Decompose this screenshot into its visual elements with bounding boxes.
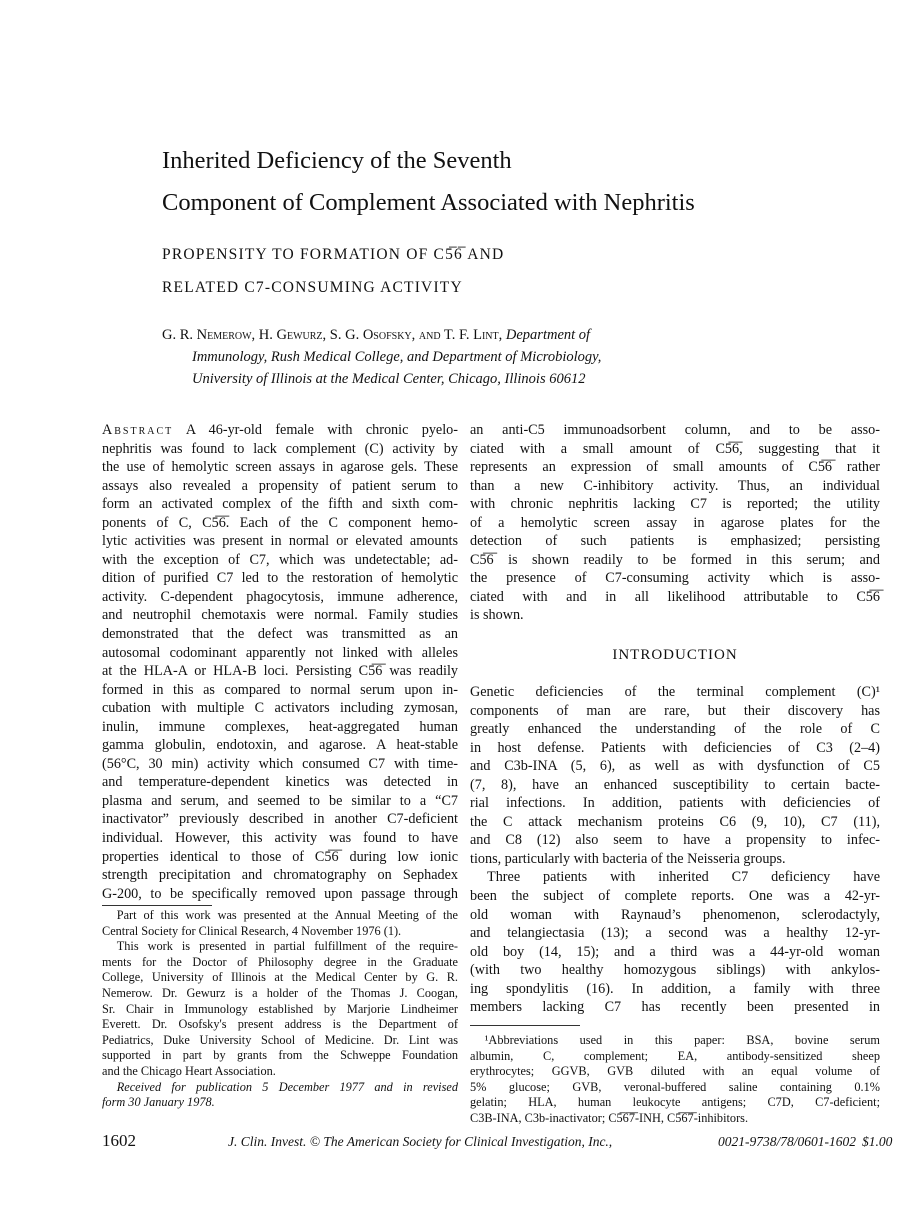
- text-line: tions, particularly with bacteria of the Neisseria groups.: [470, 850, 786, 867]
- journal-citation: J. Clin. Invest. © The American Society for Clinical Investigation, Inc.,: [228, 1134, 613, 1149]
- footnote-abbreviations: [470, 1033, 880, 1127]
- text-line: gamma globulin, endotoxin, and agarose. A heat-stable: [102, 737, 458, 754]
- text-line: and telangiectasia (13); a second was a healthy 12-yr-: [470, 925, 880, 942]
- text-line: plasma and serum, and seemed to be similar to a “C7: [102, 792, 458, 809]
- text-line: albumin, C, complement; EA, antibody-sensitized sheep: [470, 1048, 880, 1063]
- price: $1.00: [862, 1134, 893, 1149]
- text-line: autosomal codominant apparently not linked with alleles: [102, 644, 458, 661]
- text-line: the use of hemolytic screen assays in agarose gels. These: [102, 459, 458, 476]
- text-line: detection of such patients is emphasized; persisting: [470, 533, 880, 550]
- text-line: and C3b-INA (5, 6), as well as with dysfunction of C5: [470, 758, 880, 775]
- subtitle-line-2: RELATED C7-CONSUMING ACTIVITY: [162, 279, 463, 296]
- text-line: the presence of C7-consuming activity which is asso-: [470, 570, 880, 587]
- text-line: and the Chicago Heart Association.: [102, 1063, 276, 1078]
- text-line: individual. However, this activity was found to have: [102, 830, 458, 847]
- text-line: Nemerow. Dr. Gewurz is a holder of the Thomas J. Coogan,: [102, 985, 458, 1000]
- text-line: C3B-INA, C3b-inactivator; C5̅6̅7̅-INH, C5̅6̅7̅-inhibitors.: [470, 1110, 749, 1125]
- text-line: ing spondylitis (16). In addition, a family with three: [470, 980, 880, 997]
- text-line: been the subject of complete reports. One was a 42-yr-: [470, 888, 880, 905]
- text-line: erythrocytes; GGVB, GVB diluted with an equal volume of: [470, 1064, 880, 1079]
- text-line: with chronic nephritis lacking C7 is reported; the utility: [470, 496, 880, 513]
- affiliation-line-2: Immunology, Rush Medical College, and Department of Microbiology,: [192, 349, 602, 365]
- text-line: ciated with and in all likelihood attributable to C5̅6̅: [470, 588, 880, 605]
- text-line: (56°C, 30 min) activity which consumed C7 with time-: [102, 755, 458, 772]
- text-line: rial infections. In addition, patients with deficiencies of: [470, 795, 880, 812]
- text-line: activity. C-dependent phagocytosis, immune adherence,: [102, 588, 458, 605]
- abstract-right: [470, 421, 880, 625]
- text-line: Everett. Dr. Osofsky's present address is the Department of: [102, 1017, 458, 1032]
- text-line: strength precipitation and chromatography on Sephadex: [102, 867, 458, 884]
- text-line: components of man are rare, but their discovery has: [470, 702, 880, 719]
- text-line: gelatin; HLA, human leukocyte antigens; C7D, C7-deficient;: [470, 1095, 880, 1110]
- text-line: 5% glucose; GVB, veronal-buffered saline containing 0.1%: [470, 1079, 880, 1094]
- text-line: inulin, immune complexes, heat-aggregated human: [102, 718, 458, 735]
- text-line: old woman with Raynaud’s phenomenon, sclerodactyly,: [470, 906, 880, 923]
- text-line: of a hemolytic screen assay in agarose plates for the: [470, 514, 880, 531]
- text-line: Pediatrics, Duke University School of Medicine. Dr. Lint was: [102, 1032, 458, 1047]
- text-line: demonstrated that the defect was transmitted as an: [102, 626, 458, 643]
- text-line: Sr. Chair in Immunology established by Marjorie Lindheimer: [102, 1001, 458, 1016]
- text-line: inactivator” previously described in another C7-deficient: [102, 811, 458, 828]
- text-line: formed in this as compared to normal serum upon in-: [102, 681, 458, 698]
- text-line: old boy (14, 15); and a third was a 44-yr-old woman: [470, 943, 880, 960]
- text-line: (7, 8), have an enhanced susceptibility to certain bacte-: [470, 776, 880, 793]
- author-names: G. R. Nemerow, H. Gewurz, S. G. Osofsky, and T. F. Lint,: [162, 327, 503, 343]
- text-line: Part of this work was presented at the Annual Meeting of the: [116, 908, 458, 922]
- text-line: This work is presented in partial fulfillment of the require-: [116, 939, 458, 954]
- text-line: represents an expression of small amounts of C5̅6̅ rather: [470, 459, 880, 476]
- text-line: properties identical to those of C5̅6̅ during low ionic: [102, 848, 458, 865]
- text-line: ciated with a small amount of C5̅6̅, suggesting that it: [470, 440, 880, 457]
- article-code: 0021-9738/78/0601-1602: [718, 1134, 856, 1149]
- text-line: cubation with multiple C activators including zymosan,: [102, 700, 458, 717]
- text-line: dition of purified C7 led to the restoration of hemolytic: [102, 570, 458, 587]
- text-line: than a new C-inhibitory activity. Thus, an individual: [470, 477, 880, 494]
- text-line: with the exception of C7, which was undetectable; ad-: [102, 551, 458, 568]
- text-line: G-200, to be specifically removed upon passage through: [102, 885, 458, 902]
- text-line: at the HLA-A or HLA-B loci. Persisting C5̅6̅ was readily: [102, 663, 458, 680]
- introduction-heading: INTRODUCTION: [612, 647, 738, 663]
- text-line: Central Society for Clinical Research, 4 November 1976 (1).: [102, 923, 402, 938]
- text-line: lytic activities was present in normal or elevated amounts: [102, 533, 458, 550]
- page-number: 1602: [102, 1131, 136, 1150]
- text-line: College, University of Illinois at the Medical Center by G. R.: [102, 970, 458, 985]
- text-line: nephritis was found to lack complement (C) activity by: [102, 440, 458, 457]
- title-line-2: Component of Complement Associated with Nephritis: [162, 189, 695, 216]
- affiliation-line-3: University of Illinois at the Medical Center, Chicago, Illinois 60612: [192, 371, 586, 387]
- abstract-left: [102, 421, 458, 903]
- text-line: Received for publication 5 December 1977 and in revised: [116, 1079, 458, 1094]
- abstract-text: A 46-yr-old female with chronic pyelo-: [185, 422, 458, 438]
- title-line-1: Inherited Deficiency of the Seventh: [162, 147, 512, 174]
- footnotes-left: [102, 908, 458, 1111]
- introduction-body: [470, 683, 880, 1017]
- text-line: ponents of C, C5̅6̅. Each of the C component hemo-: [102, 514, 458, 531]
- text-line: form an activated complex of the fifth and sixth com-: [102, 496, 458, 513]
- text-line: (with two healthy homozygous siblings) with ankylos-: [470, 962, 880, 979]
- abstract-first-line: [102, 421, 458, 440]
- abstract-label: Abstract: [102, 422, 174, 438]
- text-line: in host defense. Patients with deficiencies of C3 (2–4): [470, 739, 880, 756]
- text-line: ments for the Doctor of Philosophy degree in the Graduate: [102, 954, 458, 969]
- text-line: supported in part by grants from the Schweppe Foundation: [102, 1048, 458, 1063]
- text-line: and temperature-dependent kinetics was detected in: [102, 774, 458, 791]
- footnote-rule-right: [470, 1025, 580, 1026]
- text-line: the C attack mechanism proteins C6 (9, 10), C7 (11),: [470, 813, 880, 830]
- affiliation-start: Department of: [505, 327, 591, 343]
- text-line: greatly enhanced the understanding of the role of C: [470, 721, 880, 738]
- subtitle-line-1: PROPENSITY TO FORMATION OF C5̅6̅ AND: [162, 246, 505, 263]
- text-line: form 30 January 1978.: [102, 1095, 215, 1110]
- authors: [162, 327, 590, 344]
- text-line: and C8 (12) also seem to have a propensity to infec-: [470, 832, 880, 849]
- footnote-rule-left: [102, 905, 212, 906]
- text-line: ¹Abbreviations used in this paper: BSA, bovine serum: [484, 1033, 880, 1047]
- text-line: C5̅6̅ is shown readily to be formed in this serum; and: [470, 551, 880, 568]
- text-line: is shown.: [470, 607, 524, 624]
- text-line: and neutrophil chemotaxis were normal. Family studies: [102, 607, 458, 624]
- text-line: an anti-C5 immunoadsorbent column, and to be asso-: [470, 422, 880, 438]
- text-line: members lacking C7 has recently been presented in: [470, 999, 880, 1016]
- text-line: Genetic deficiencies of the terminal complement (C)¹: [470, 684, 880, 700]
- text-line: Three patients with inherited C7 deficiency have: [487, 869, 880, 886]
- text-line: assays also revealed a propensity of patient serum to: [102, 477, 458, 494]
